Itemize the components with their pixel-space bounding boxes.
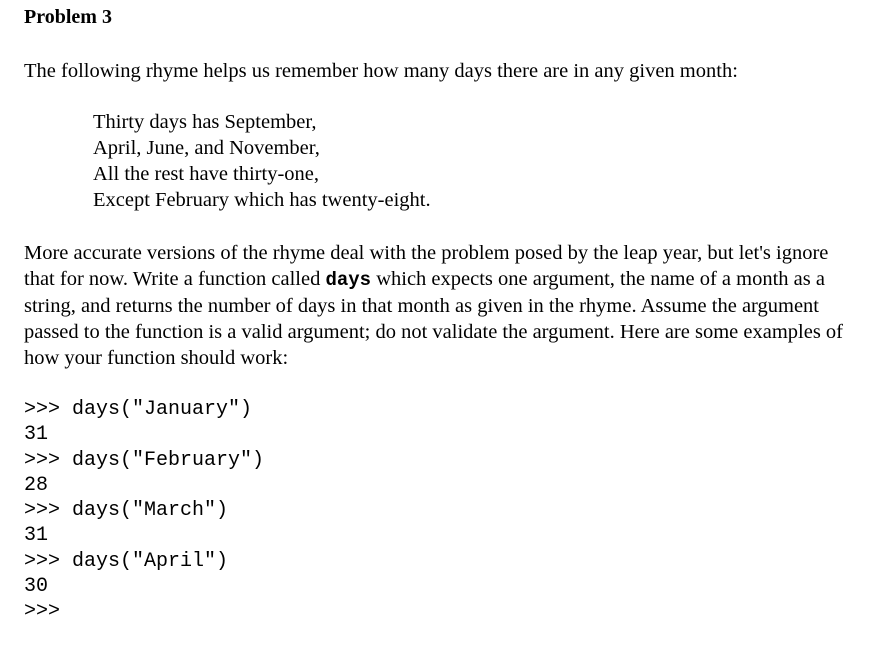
console-example: [24, 397, 264, 625]
console-line: 31: [24, 524, 49, 548]
function-name-code: days: [325, 269, 372, 291]
console-line: 30: [24, 575, 49, 599]
rhyme-line: April, June, and November,: [93, 137, 320, 159]
console-line: >>> days("April"): [24, 549, 229, 573]
rhyme-block: [93, 109, 431, 213]
instructions-text: which expects one argument, the name of a month as a string, and returns the number of days in that month as given in the rhyme. Assume the argument passed to the function is a valid argument; do not validate the argument. Here are some examples of how your function should work:: [24, 268, 843, 369]
intro-text: The following rhyme helps us remember how many days there are in any given month:: [24, 60, 738, 82]
problem-title: Problem 3: [24, 6, 112, 28]
console-line: 28: [24, 473, 49, 497]
console-line: >>>: [24, 600, 61, 624]
console-line: 31: [24, 423, 49, 447]
console-line: >>> days("February"): [24, 448, 265, 472]
console-line: >>> days("January"): [24, 398, 253, 421]
rhyme-line: Thirty days has September,: [93, 111, 317, 133]
rhyme-line: Except February which has twenty-eight.: [93, 189, 431, 211]
instructions-paragraph: [24, 240, 854, 371]
console-line: >>> days("March"): [24, 499, 229, 523]
rhyme-line: All the rest have thirty-one,: [93, 163, 320, 185]
instructions-text: More accurate versions of the rhyme deal with the problem posed by the leap year, but let's ignore that for now. Write a function called: [24, 242, 829, 290]
